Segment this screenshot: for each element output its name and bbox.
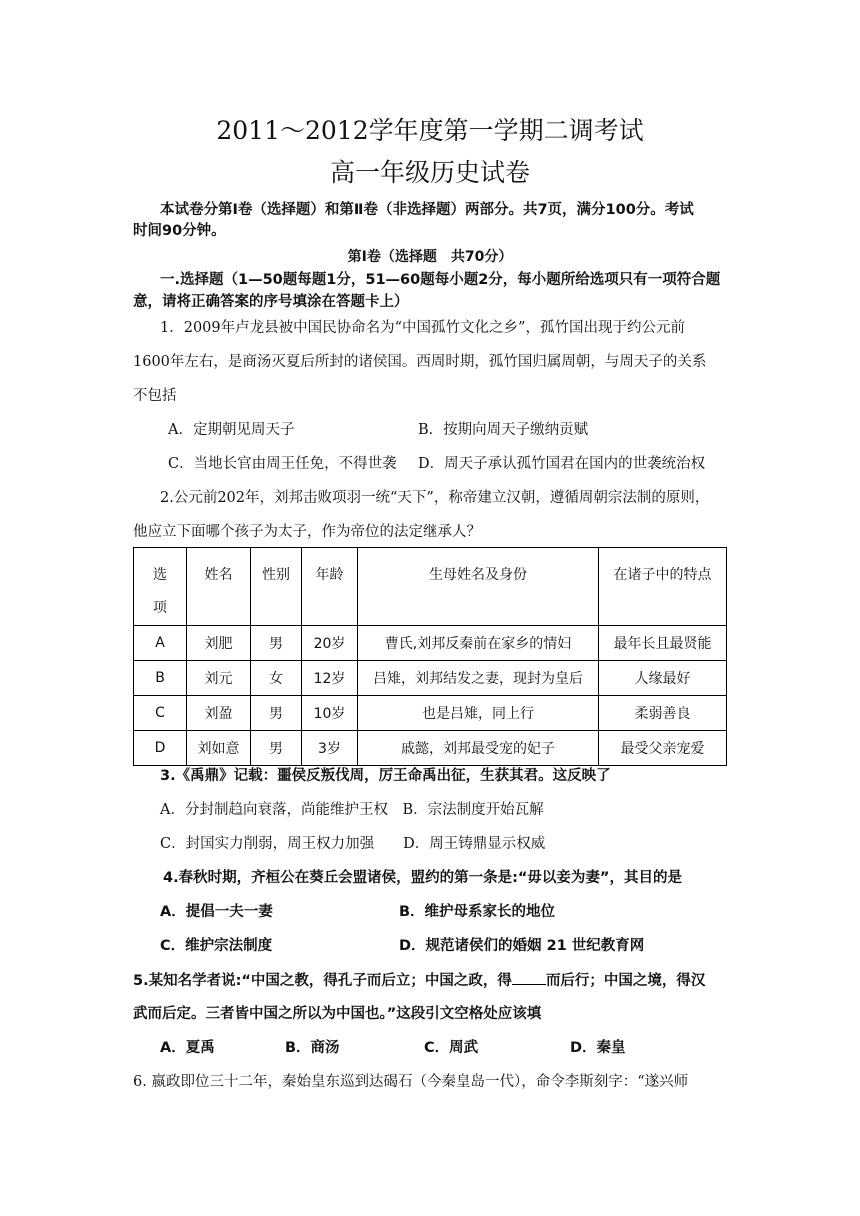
table-header-age: 年龄 <box>302 548 358 626</box>
q4-option-c: C．维护宗法制度 <box>160 938 273 954</box>
q5-stem-part-1: 5.某知名学者说:“中国之教，得孔子而后立；中国之政，得 <box>133 973 512 989</box>
table-cell: 也是吕雉，同上行 <box>358 696 599 731</box>
table-row <box>134 626 727 661</box>
exam-title: 2011～2012学年度第一学期二调考试 <box>216 116 644 145</box>
section-instruction-2: 意，请将正确答案的序号填涂在答题卡上） <box>133 294 409 310</box>
table-header-sex: 性别 <box>251 548 302 626</box>
q1-option-d: D．周天子承认孤竹国君在国内的世袭统治权 <box>418 456 706 472</box>
q5-stem-part-2: 而后行；中国之境，得汉 <box>545 973 706 989</box>
table-cell: 刘如意 <box>187 731 251 766</box>
q4-option-d: D．规范诸侯们的婚姻 21 世纪教育网 <box>399 938 645 954</box>
table-cell: 最年长且最贤能 <box>599 626 727 661</box>
q1-option-a: A．定期朝见周天子 <box>168 422 295 438</box>
table-cell: 刘元 <box>187 661 251 696</box>
q3-options-cd: C．封国实力削弱，周王权力加强 D．周王铸鼎显示权威 <box>160 836 546 852</box>
q6-stem-line-1: 6. 嬴政即位三十二年，秦始皇东巡到达碣石（今秦皇岛一代），命令李斯刻字：“遂兴师 <box>133 1074 689 1090</box>
table-header-name: 姓名 <box>187 548 251 626</box>
table-cell: 最受父亲宠爱 <box>599 731 727 766</box>
q1-option-c: C．当地长官由周王任免，不得世袭 <box>168 456 397 472</box>
q1-stem-line-3: 不包括 <box>133 388 177 404</box>
table-cell: A <box>134 626 187 661</box>
table-cell: 刘盈 <box>187 696 251 731</box>
table-cell: B <box>134 661 187 696</box>
table-cell: 12岁 <box>302 661 358 696</box>
q1-option-b: B．按期向周天子缴纳贡赋 <box>418 422 589 438</box>
table-cell: 曹氏,刘邦反秦前在家乡的情妇 <box>358 626 599 661</box>
table-header-mother: 生母姓名及身份 <box>358 548 599 626</box>
table-cell: 20岁 <box>302 626 358 661</box>
table-cell: D <box>134 731 187 766</box>
table-header-row <box>134 548 727 626</box>
table-cell: 戚懿，刘邦最受宠的妃子 <box>358 731 599 766</box>
exam-subtitle: 高一年级历史试卷 <box>329 158 530 187</box>
table-cell: 刘肥 <box>187 626 251 661</box>
q5-blank <box>512 970 546 985</box>
q4-option-a: A．提倡一夫一妻 <box>160 904 273 920</box>
table-cell: 男 <box>251 731 302 766</box>
table-row <box>134 731 727 766</box>
table-cell: C <box>134 696 187 731</box>
table-cell: 女 <box>251 661 302 696</box>
q5-option-a: A．夏禹 <box>160 1040 215 1056</box>
q3-options-ab: A．分封制趋向衰落，尚能维护王权 B．宗法制度开始瓦解 <box>160 802 544 818</box>
q2-stem-line-1: 2.公元前202年，刘邦击败项羽一统“天下”，称帝建立汉朝，遵循周朝宗法制的原则， <box>160 490 710 506</box>
table-cell: 吕雉，刘邦结发之妻，现封为皇后 <box>358 661 599 696</box>
section-instruction-1: 一.选择题（1—50题每题1分，51—60题每小题2分，每小题所给选项只有一项符合题 <box>160 272 721 288</box>
table-cell: 人缘最好 <box>599 661 727 696</box>
table-header-trait: 在诸子中的特点 <box>599 548 727 626</box>
table-cell: 柔弱善良 <box>599 696 727 731</box>
heir-table <box>133 547 727 766</box>
intro-line-2: 时间90分钟。 <box>133 223 226 239</box>
q5-stem-line-2: 武而后定。三者皆中国之所以为中国也。”这段引文空格处应该填 <box>133 1006 542 1022</box>
table-row <box>134 696 727 731</box>
q1-stem-line-2: 1600年左右，是商汤灭夏后所封的诸侯国。西周时期，孤竹国归属周朝，与周天子的关系 <box>133 354 707 370</box>
table-cell: 男 <box>251 696 302 731</box>
table-row <box>134 661 727 696</box>
intro-line-1: 本试卷分第Ⅰ卷（选择题）和第Ⅱ卷（非选择题）两部分。共7页，满分100分。考试 <box>160 202 694 218</box>
table-header-option: 选 项 <box>134 548 187 626</box>
q5-option-d: D．秦皇 <box>570 1040 626 1056</box>
q4-option-b: B．维护母系家长的地位 <box>399 904 556 920</box>
q5-stem-line-1 <box>133 970 705 991</box>
table-cell: 3岁 <box>302 731 358 766</box>
q3-stem: 3.《禹鼎》记载：噩侯反叛伐周，厉王命禹出征，生获其君。这反映了 <box>160 768 611 784</box>
q5-option-b: B．商汤 <box>285 1040 340 1056</box>
table-cell: 男 <box>251 626 302 661</box>
section-title: 第Ⅰ卷（选择题 共70分） <box>347 249 513 265</box>
q4-stem: 4.春秋时期，齐桓公在葵丘会盟诸侯，盟约的第一条是:“毋以妾为妻”，其目的是 <box>163 870 682 886</box>
table-cell: 10岁 <box>302 696 358 731</box>
q5-option-c: C．周武 <box>424 1040 479 1056</box>
q2-stem-line-2: 他应立下面哪个孩子为太子，作为帝位的法定继承人？ <box>133 524 481 540</box>
q1-stem-line-1: 1．2009年卢龙县被中国民协命名为“中国孤竹文化之乡”，孤竹国出现于约公元前 <box>160 320 685 336</box>
